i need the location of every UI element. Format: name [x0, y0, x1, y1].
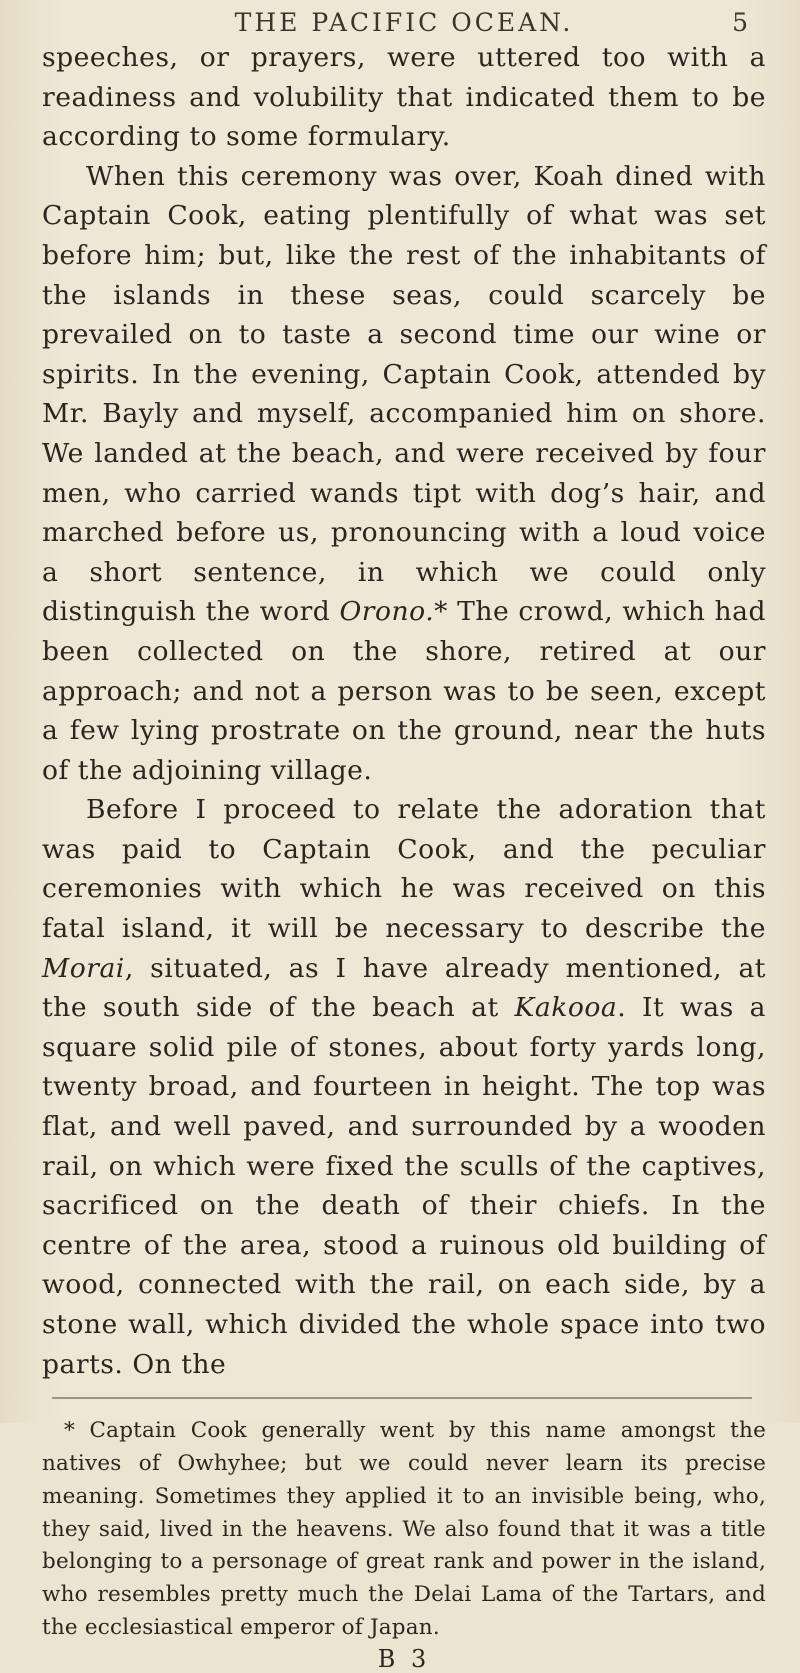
text-run: , situated, as I have already mentioned, at the south side of the beach at	[42, 952, 766, 1024]
footnote	[42, 1415, 766, 1645]
footnote-rule	[52, 1397, 752, 1399]
main-text	[42, 38, 766, 1384]
text-run: . It was a square solid pile of stones, about forty yards long, twenty broad, and fourteen in height. The top was flat, and well paved, and surrounded by a wooden rail, on which were fixed the sculls of the captives, sacrificed on the death of their chiefs. In the centre of the area, stood a ruinous old building of wood, connected with the rail, on each side, by a stone wall, which divided the whole space into two parts. On the	[42, 992, 766, 1380]
signature-mark: B 3	[377, 1644, 431, 1673]
paragraph	[42, 790, 766, 1384]
running-title: THE PACIFIC OCEAN.	[234, 8, 574, 37]
footnote-text: * Captain Cook generally went by this name amongst the natives of Owhyhee; but we could never learn its precise meaning. Sometimes they applied it to an invisible being, who, they said, lived in the heavens. We also found that it was a title belonging to a personage of great rank and power in the island, who resembles pretty much the Delai Lama of the Tartars, and the ecclesiastical emperor of Japan.	[42, 1418, 766, 1640]
italic-run: Kakooa	[514, 992, 618, 1024]
running-head	[42, 0, 766, 38]
paragraph	[42, 38, 766, 157]
text-run: Before I proceed to relate the adoration that was paid to Captain Cook, and the peculiar ceremonies with which he was received on this fatal island, it will be necessary to describe the	[42, 794, 766, 945]
italic-run: Morai	[42, 952, 125, 984]
text-run: * The crowd, which had been collected on the shore, retired at our approach; and not a person was to be seen, except a few lying prostrate on the ground, near the huts of the adjoining village.	[42, 596, 766, 786]
italic-run: Orono.	[339, 596, 435, 628]
text-run: When this ceremony was over, Koah dined with Captain Cook, eating plentifully of what was set before him; but, like the rest of the inhabitants of the islands in these seas, could scarcely be prevailed on to taste a second time our wine or spirits. In the evening, Captain Cook, attended by Mr. Bayly and myself, accompanied him on shore. We landed at the beach, and were received by four men, who carried wands tipt with dog’s hair, and marched before us, pronouncing with a loud voice a short sentence, in which we could only distinguish the word	[42, 160, 766, 628]
text-run: speeches, or prayers, were uttered too with a readiness and volubility that indicated them to be according to some formulary.	[42, 42, 766, 153]
paragraph	[42, 157, 766, 791]
page-number: 5	[732, 8, 748, 37]
